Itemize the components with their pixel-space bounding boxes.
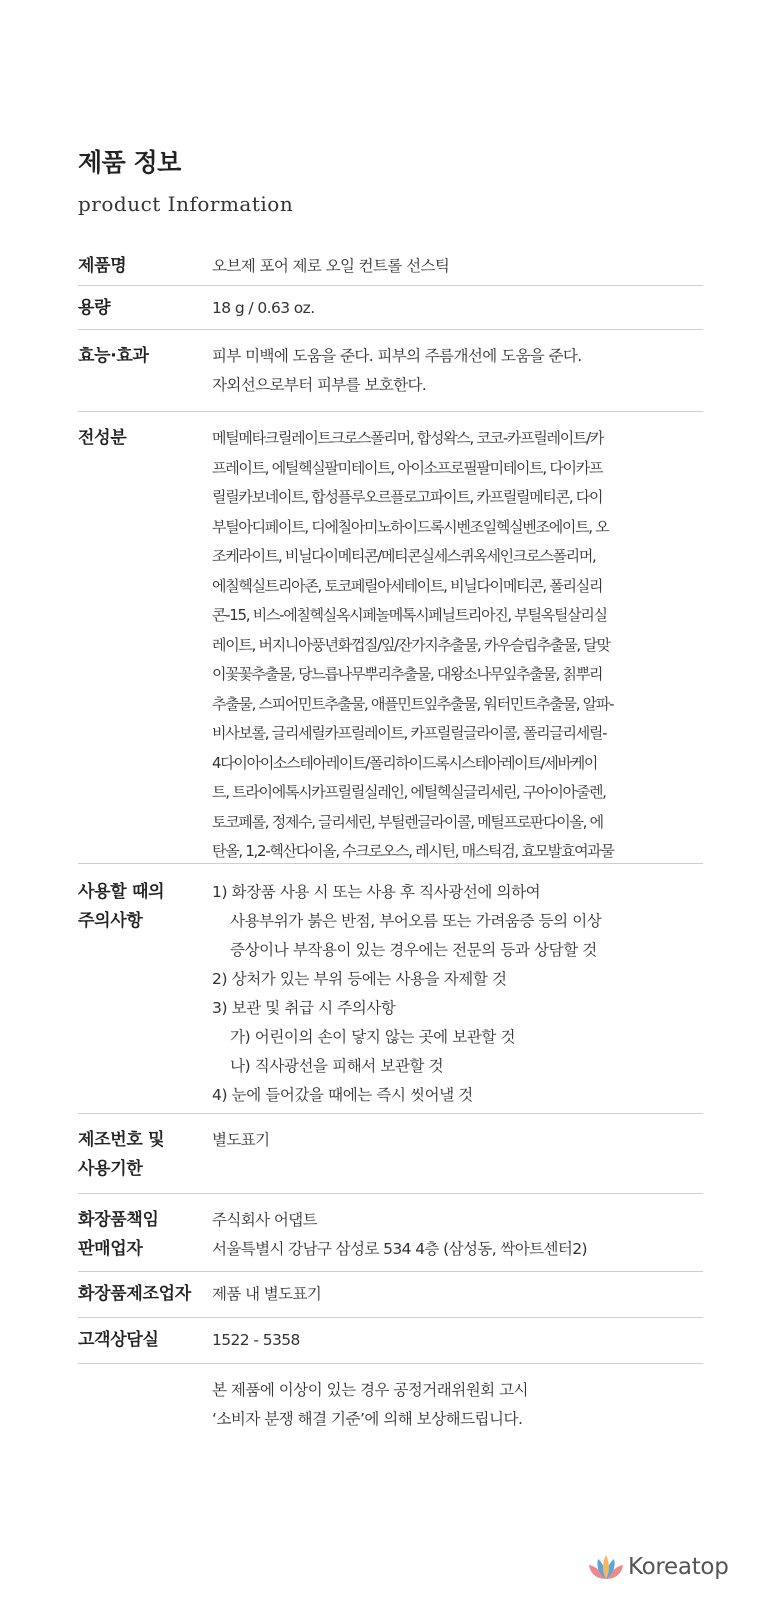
caution-label-line: 주의사항 xyxy=(78,911,143,931)
customer-service-value: 1522 - 5358 xyxy=(212,1331,300,1349)
efficacy-line: 피부 미백에 도움을 준다. 피부의 주름개선에 도움을 준다. xyxy=(212,347,582,365)
manufacturer-value: 제품 내 별도표기 xyxy=(212,1285,322,1303)
row-value xyxy=(212,1376,703,1434)
row-value xyxy=(212,1206,703,1271)
row-value xyxy=(212,294,703,329)
product-info-table xyxy=(78,248,703,1434)
row-value xyxy=(212,1280,703,1317)
row-label: 용량 xyxy=(78,298,111,318)
koreatop-logo xyxy=(588,1552,729,1582)
ingredient-line: 트, 트라이에톡시카프릴릴실레인, 에틸헥실글리세린, 구아이아줄렌, xyxy=(212,783,606,801)
row-ingredients xyxy=(78,412,703,864)
caution-label-line: 사용할 때의 xyxy=(78,882,165,902)
row-label: 제품명 xyxy=(78,256,127,276)
row-value xyxy=(212,878,703,1113)
ingredient-line: 탄올, 1,2-헥산다이올, 수크로오스, 레시틴, 매스틱검, 효모발효여과물 xyxy=(212,842,614,860)
caution-line: 증상이나 부작용이 있는 경우에는 전문의 등과 상담할 것 xyxy=(230,941,597,959)
notice-line: 본 제품에 이상이 있는 경우 공정거래위원회 고시 xyxy=(212,1381,529,1399)
row-value xyxy=(212,342,703,411)
caution-line: 사용부위가 붉은 반점, 부어오름 또는 가려움증 등의 이상 xyxy=(230,912,602,930)
notice-line: ‘소비자 분쟁 해결 기준’에 의해 보상해드립니다. xyxy=(212,1410,523,1428)
ingredient-line: 이꽃꽃추출물, 당느릅나무뿌리추출물, 대왕소나무잎추출물, 칡뿌리 xyxy=(212,665,603,683)
row-label: 전성분 xyxy=(78,428,127,448)
row-seller xyxy=(78,1194,703,1272)
ingredient-line: 릴릴카보네이트, 합성플루오르플로고파이트, 카프릴릴메티콘, 다이 xyxy=(212,488,603,506)
efficacy-line: 자외선으로부터 피부를 보호한다. xyxy=(212,376,427,394)
ingredient-line: 조케라이트, 비닐다이메티콘/메티콘실세스퀴옥세인크로스폴리머, xyxy=(212,547,596,565)
lot-label-line: 제조번호 및 xyxy=(78,1130,165,1150)
row-caution xyxy=(78,864,703,1114)
caution-line: 4) 눈에 들어갔을 때에는 즉시 씻어낼 것 xyxy=(212,1086,473,1104)
ingredient-line: 4다이아이소스테아레이트/폴리하이드록시스테아레이트/세바케이 xyxy=(212,753,598,772)
ingredient-line: 프레이트, 에틸헥실팔미테이트, 아이소프로필팔미테이트, 다이카프 xyxy=(212,458,603,477)
caution-line: 나) 직사광선을 피해서 보관할 것 xyxy=(230,1057,444,1075)
caution-line: 가) 어린이의 손이 닿지 않는 곳에 보관할 것 xyxy=(230,1028,516,1046)
lotus-icon xyxy=(588,1552,624,1582)
row-notice xyxy=(78,1364,703,1434)
caution-line: 3) 보관 및 취급 시 주의사항 xyxy=(212,999,396,1017)
ingredient-line: 부틸아디페이트, 디에칠아미노하이드록시벤조일헥실벤조에이트, 오 xyxy=(212,517,609,536)
ingredient-line: 추출물, 스피어민트추출물, 애플민트잎추출물, 워터민트추출물, 알파- xyxy=(212,694,614,713)
seller-line: 서울특별시 강남구 삼성로 534 4층 (삼성동, 싹아트센터2) xyxy=(212,1240,587,1258)
lot-label-line: 사용기한 xyxy=(78,1159,143,1179)
seller-line: 주식회사 어댑트 xyxy=(212,1211,317,1229)
row-efficacy xyxy=(78,330,703,412)
ingredient-line: 비사보롤, 글리세릴카프릴레이트, 카프릴릴글라이콜, 폴리글리세릴- xyxy=(212,724,607,742)
lot-value: 별도표기 xyxy=(212,1131,270,1149)
ingredient-line: 토코페롤, 정제수, 글리세린, 부틸렌글라이콜, 메틸프로판다이올, 에 xyxy=(212,812,603,831)
caution-line: 1) 화장품 사용 시 또는 사용 후 직사광선에 의하여 xyxy=(212,883,541,901)
seller-label-line: 판매업자 xyxy=(78,1239,143,1259)
row-lot-expiry xyxy=(78,1114,703,1194)
ingredient-line: 에칠헥실트리아존, 토코페릴아세테이트, 비닐다이메티콘, 폴리실리 xyxy=(212,576,603,595)
product-info-header xyxy=(78,147,293,217)
row-value xyxy=(212,1326,703,1363)
row-value xyxy=(212,424,703,863)
row-product-name xyxy=(78,248,703,286)
row-customer-service xyxy=(78,1318,703,1364)
seller-label-line: 화장품책임 xyxy=(78,1210,159,1230)
row-label: 화장품제조업자 xyxy=(78,1284,191,1304)
ingredient-line: 레이트, 버지니아풍년화껍질/잎/잔가지추출물, 카우슬립추출물, 달맞 xyxy=(212,635,610,654)
row-label: 효능·효과 xyxy=(78,346,149,366)
row-label xyxy=(78,1206,212,1271)
row-label xyxy=(78,1126,212,1193)
row-value xyxy=(212,252,703,285)
ingredient-line: 콘-15, 비스-에칠헥실옥시페놀메톡시페닐트리아진, 부틸옥틸살리실 xyxy=(212,606,607,624)
row-label xyxy=(78,878,212,1113)
volume-value: 18 g / 0.63 oz. xyxy=(212,299,315,317)
row-volume xyxy=(78,286,703,330)
row-value xyxy=(212,1126,703,1193)
caution-line: 2) 상처가 있는 부위 등에는 사용을 자제할 것 xyxy=(212,970,507,988)
row-label: 고객상담실 xyxy=(78,1330,159,1350)
ingredient-line: 메틸메타크릴레이트크로스폴리머, 합성왁스, 코코-카프릴레이트/카 xyxy=(212,429,604,447)
row-label-empty xyxy=(78,1376,212,1434)
logo-text: Koreatop xyxy=(628,1554,729,1580)
page-title: 제품 정보 xyxy=(78,148,181,177)
row-manufacturer xyxy=(78,1272,703,1318)
product-name-value: 오브제 포어 제로 오일 컨트롤 선스틱 xyxy=(212,257,450,275)
page-subtitle: product Information xyxy=(78,192,294,216)
